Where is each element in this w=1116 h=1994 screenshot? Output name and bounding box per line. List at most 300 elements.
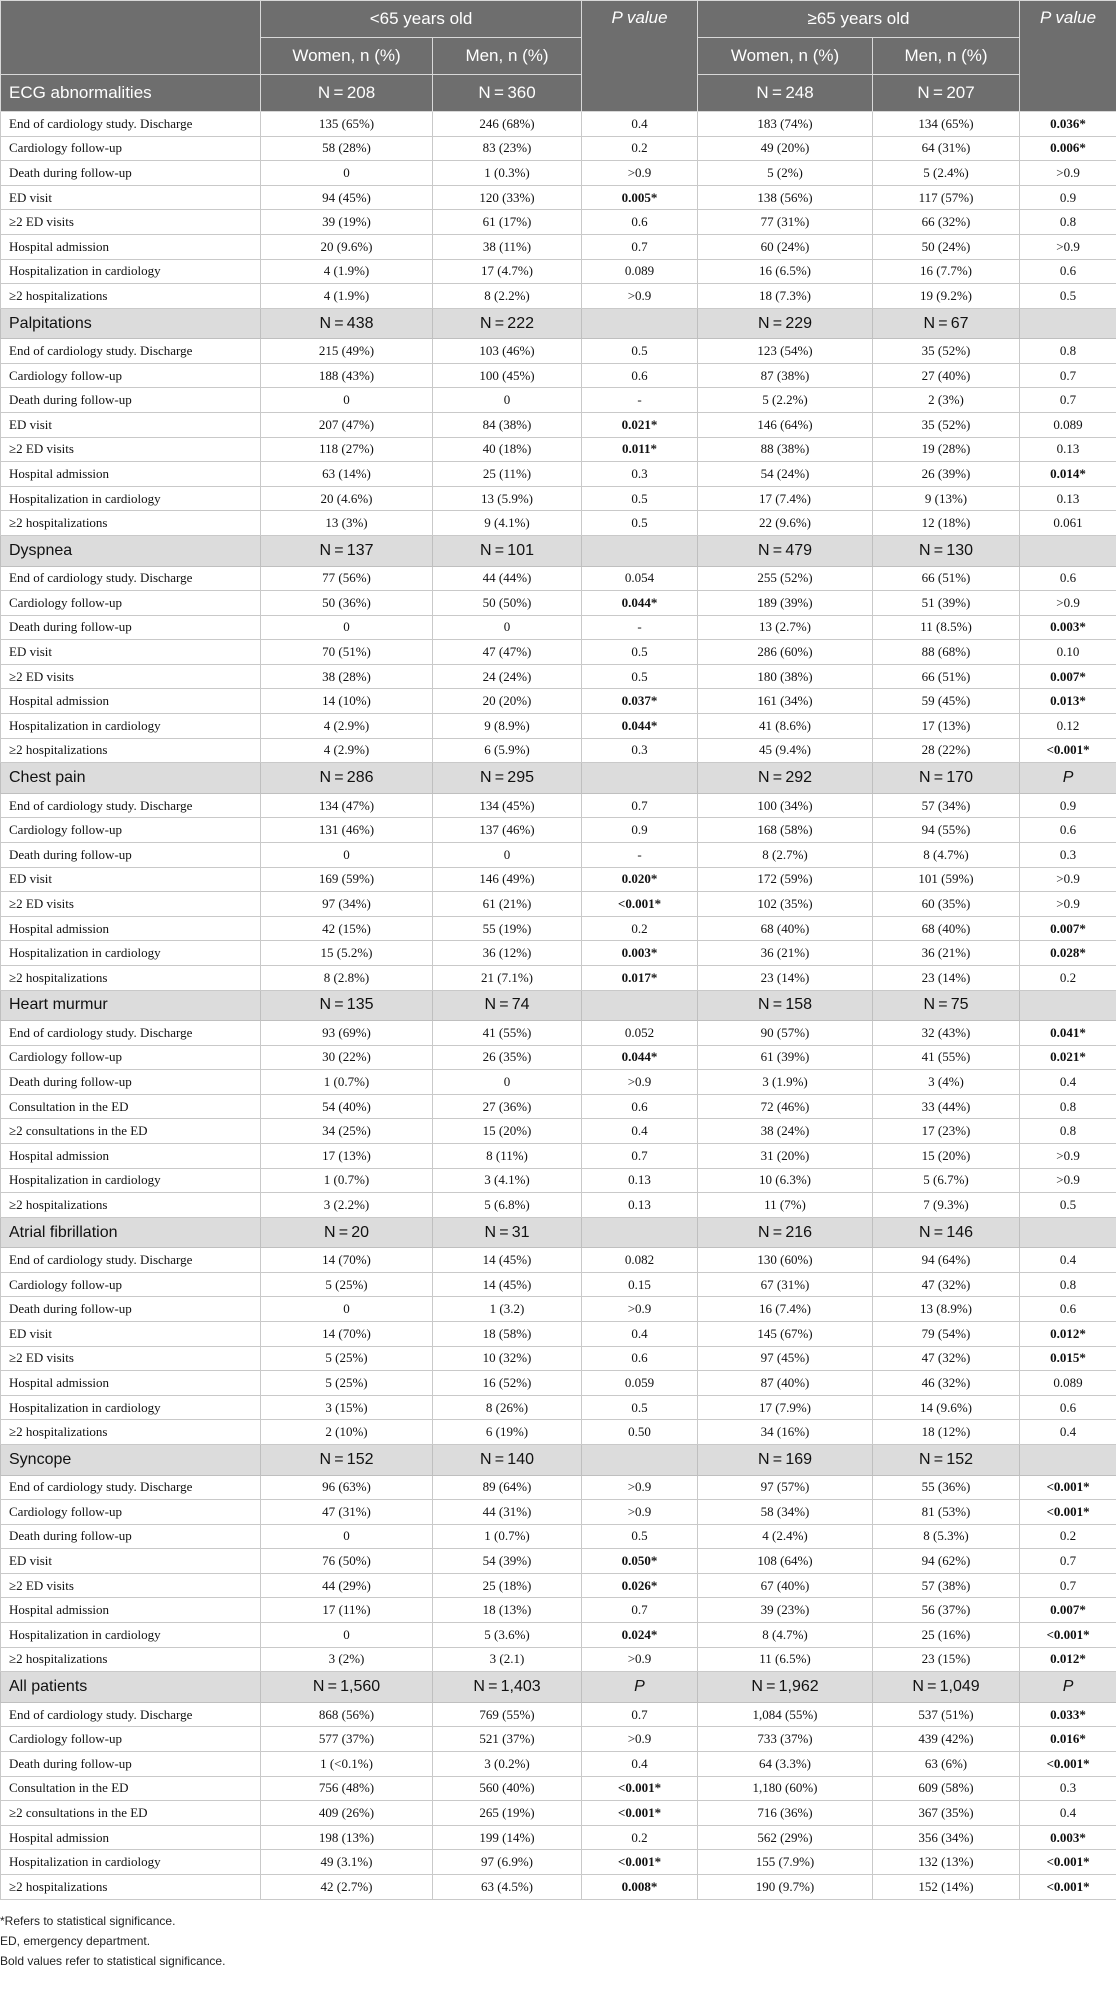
p-value-cell	[1020, 1727, 1116, 1752]
value-cell-text: 76 (50%)	[322, 1553, 371, 1569]
n-cell-text: N = 135	[319, 996, 374, 1014]
p-value-cell-text: 0.5	[631, 1528, 648, 1544]
section-header-row	[1, 990, 1116, 1021]
value-cell	[261, 462, 433, 487]
value-cell-text: 367 (35%)	[918, 1804, 974, 1820]
value-cell-text: 51 (39%)	[921, 594, 971, 610]
header-men-1	[433, 38, 582, 75]
value-cell-text: 19 (28%)	[921, 441, 971, 457]
section-p-cell-text: P	[1062, 1678, 1074, 1695]
n-cell: N = 208	[261, 75, 433, 112]
value-cell-text: 17 (7.9%)	[759, 1399, 812, 1415]
value-cell	[873, 1524, 1020, 1549]
value-cell	[433, 284, 582, 309]
p-value-cell	[582, 664, 698, 689]
p-value-cell-text: 0.2	[631, 1829, 648, 1845]
value-cell-text: 8 (11%)	[486, 1147, 528, 1163]
value-cell	[433, 1272, 582, 1297]
value-cell-text: 5 (25%)	[325, 1375, 368, 1391]
value-cell-text: 17 (4.7%)	[481, 263, 533, 279]
value-cell-text: 67 (40%)	[760, 1577, 810, 1593]
p-value-cell-text: 0.4	[631, 1123, 648, 1139]
row-label	[1, 738, 261, 763]
row-label	[1, 1801, 261, 1826]
row-label-text: Death during follow-up	[9, 619, 132, 635]
value-cell	[433, 1070, 582, 1095]
p-value-cell	[1020, 1598, 1116, 1623]
row-label	[1, 1248, 261, 1273]
p-value-cell-text: 0.2	[631, 920, 648, 936]
value-cell	[433, 1371, 582, 1396]
row-label	[1, 1094, 261, 1119]
value-cell-text: 94 (62%)	[921, 1553, 971, 1569]
value-cell-text: 50 (50%)	[482, 594, 532, 610]
value-cell	[261, 1322, 433, 1347]
p-value-cell-text: 0.020*	[621, 871, 658, 887]
value-cell-text: 38 (24%)	[760, 1123, 810, 1139]
value-cell	[261, 284, 433, 309]
value-cell-text: 23 (14%)	[760, 969, 810, 985]
value-cell-text: 50 (24%)	[921, 238, 971, 254]
value-cell-text: 22 (9.6%)	[759, 515, 812, 531]
p-value-cell	[1020, 1021, 1116, 1046]
p-value-cell	[582, 615, 698, 640]
value-cell	[261, 793, 433, 818]
row-label-text: Cardiology follow-up	[9, 1731, 123, 1747]
section-title	[1, 1445, 261, 1476]
section-title	[1, 990, 261, 1021]
row-label-text: Death during follow-up	[9, 846, 132, 862]
p-value-cell-text: 0.021*	[621, 416, 658, 432]
value-cell	[698, 210, 873, 235]
value-cell	[873, 284, 1020, 309]
p-value-cell-text: 0.6	[631, 1098, 648, 1114]
row-label-text: ≥2 ED visits	[9, 214, 74, 230]
p-value-cell-text: 0.036*	[1050, 115, 1086, 131]
value-cell	[698, 1874, 873, 1899]
p-value-cell	[1020, 867, 1116, 892]
p-value-cell	[582, 965, 698, 990]
value-cell	[261, 1623, 433, 1648]
value-cell-text: 47 (31%)	[322, 1503, 371, 1519]
p-value-cell-text: 0.5	[631, 343, 648, 359]
p-value-cell	[1020, 1874, 1116, 1899]
p-value-cell-text: >0.9	[1056, 1172, 1080, 1188]
p-value-cell-text: 0.2	[631, 140, 648, 156]
p-value-cell	[582, 413, 698, 438]
value-cell-text: 49 (3.1%)	[320, 1854, 373, 1870]
section-p-cell	[1020, 536, 1116, 567]
value-cell-text: 5 (25%)	[325, 1276, 368, 1292]
value-cell	[873, 818, 1020, 843]
value-cell-text: 1 (0.7%)	[323, 1172, 370, 1188]
p-value-cell-text: >0.9	[1056, 594, 1080, 610]
value-cell	[698, 437, 873, 462]
n-cell	[873, 1445, 1020, 1476]
p-value-cell	[582, 1598, 698, 1623]
value-cell-text: 96 (63%)	[322, 1479, 371, 1495]
value-cell-text: 90 (57%)	[760, 1024, 810, 1040]
value-cell-text: 42 (2.7%)	[320, 1878, 373, 1894]
value-cell-text: 8 (4.7%)	[923, 846, 969, 862]
value-cell	[698, 1143, 873, 1168]
value-cell	[261, 1420, 433, 1445]
value-cell-text: 180 (38%)	[757, 668, 813, 684]
p-value-cell	[1020, 437, 1116, 462]
n-cell-text: N = 75	[923, 996, 969, 1014]
n-cell-text: N = 286	[319, 769, 374, 786]
value-cell	[698, 1850, 873, 1875]
value-cell	[261, 1727, 433, 1752]
value-cell-text: 1,084 (55%)	[752, 1706, 818, 1722]
value-cell-text: 207 (47%)	[318, 416, 375, 432]
section-p-cell	[1020, 1217, 1116, 1248]
p-value-cell-text: 0.4	[1059, 1073, 1077, 1089]
value-cell-text: 63 (4.5%)	[481, 1878, 533, 1894]
value-cell	[698, 1045, 873, 1070]
p-value-cell-text: 0.6	[1059, 1301, 1077, 1317]
table-row	[1, 1751, 1116, 1776]
row-label	[1, 689, 261, 714]
value-cell	[433, 916, 582, 941]
n-cell-text: N = 130	[919, 541, 974, 559]
row-label-text: End of cardiology study. Discharge	[9, 1479, 193, 1495]
value-cell-text: 77 (56%)	[322, 570, 371, 586]
p-value-cell	[1020, 511, 1116, 536]
row-label-text: Hospital admission	[9, 466, 110, 482]
value-cell	[433, 664, 582, 689]
value-cell-text: 0	[503, 846, 511, 862]
p-value-cell-text: 0.7	[1059, 367, 1077, 383]
value-cell	[873, 1623, 1020, 1648]
p-value-cell-text: 0.007*	[1050, 920, 1086, 936]
value-cell	[698, 689, 873, 714]
p-value-cell	[1020, 941, 1116, 966]
row-label	[1, 1168, 261, 1193]
table-row	[1, 161, 1116, 186]
p-value-cell-text: >0.9	[627, 164, 652, 180]
p-value-cell-text: 0.041*	[1050, 1024, 1086, 1040]
value-cell	[873, 339, 1020, 364]
p-value-cell	[1020, 1420, 1116, 1445]
row-label-text: Hospitalization in cardiology	[9, 1172, 161, 1188]
value-cell-text: 87 (40%)	[760, 1375, 810, 1391]
value-cell-text: 14 (45%)	[482, 1252, 532, 1268]
row-label-text: ≥2 hospitalizations	[9, 515, 108, 531]
p-value-cell-text: 0.7	[1059, 392, 1077, 408]
value-cell-text: 55 (36%)	[921, 1479, 971, 1495]
value-cell	[873, 842, 1020, 867]
value-cell	[873, 1193, 1020, 1218]
value-cell	[261, 892, 433, 917]
p-value-cell	[1020, 1322, 1116, 1347]
value-cell	[261, 1143, 433, 1168]
row-label	[1, 284, 261, 309]
n-cell-text: N = 20	[323, 1223, 370, 1241]
row-label	[1, 941, 261, 966]
p-value-cell-text: 0.013*	[1050, 693, 1086, 709]
table-row	[1, 1094, 1116, 1119]
value-cell	[698, 413, 873, 438]
value-cell	[873, 1143, 1020, 1168]
value-cell	[698, 1500, 873, 1525]
value-cell	[873, 1119, 1020, 1144]
row-label	[1, 388, 261, 413]
value-cell	[261, 1248, 433, 1273]
value-cell-text: 8 (2.7%)	[762, 846, 808, 862]
value-cell	[261, 867, 433, 892]
value-cell	[873, 437, 1020, 462]
table-row	[1, 462, 1116, 487]
section-p-cell	[1020, 1445, 1116, 1476]
p-value-cell-text: <0.001*	[1046, 1479, 1090, 1495]
p-value-cell-text: 0.5	[1059, 1196, 1077, 1212]
p-value-cell-text: 0.9	[631, 822, 648, 838]
p-value-cell	[1020, 1500, 1116, 1525]
value-cell	[433, 1045, 582, 1070]
p-value-cell-text: 0.13	[1056, 441, 1080, 457]
value-cell-text: 46 (32%)	[921, 1375, 971, 1391]
p-value-cell-text: 0.015*	[1050, 1350, 1086, 1366]
row-label-text: ≥2 hospitalizations	[9, 1878, 108, 1894]
row-label-text: Death during follow-up	[9, 1301, 132, 1317]
value-cell	[433, 234, 582, 259]
row-label-text: ≥2 ED visits	[9, 1577, 74, 1593]
value-cell-text: 3 (1.9%)	[762, 1073, 808, 1089]
p-value-cell-text: 0.007*	[1050, 668, 1086, 684]
p-value-cell	[1020, 462, 1116, 487]
p-value-cell-text: 0.12	[1056, 717, 1080, 733]
row-label-text: End of cardiology study. Discharge	[9, 797, 193, 813]
p-value-cell-text: 0.061	[1053, 515, 1083, 531]
value-cell-text: 118 (27%)	[319, 441, 374, 457]
p-value-cell-text: 0.011*	[621, 441, 658, 457]
value-cell-text: 168 (58%)	[757, 822, 813, 838]
value-cell-text: 5 (25%)	[325, 1350, 368, 1366]
value-cell	[433, 1346, 582, 1371]
value-cell	[261, 566, 433, 591]
row-label	[1, 1727, 261, 1752]
value-cell	[873, 591, 1020, 616]
value-cell	[261, 185, 433, 210]
value-cell-text: 42 (15%)	[322, 920, 371, 936]
value-cell	[873, 615, 1020, 640]
p-value-cell-text: 0.6	[631, 367, 648, 383]
value-cell	[261, 640, 433, 665]
n-cell	[873, 1217, 1020, 1248]
table-row	[1, 339, 1116, 364]
p-value-cell-text: 0.7	[1059, 1577, 1077, 1593]
p-value-cell-text: 0.026*	[621, 1577, 658, 1593]
value-cell-text: 68 (40%)	[760, 920, 810, 936]
value-cell-text: 7 (9.3%)	[923, 1196, 969, 1212]
value-cell	[261, 1524, 433, 1549]
section-header-row	[1, 536, 1116, 567]
section-p-cell	[1020, 1672, 1116, 1703]
value-cell-text: 66 (51%)	[921, 668, 971, 684]
value-cell	[433, 1727, 582, 1752]
value-cell	[698, 1248, 873, 1273]
n-cell-text: N = 67	[923, 314, 969, 332]
p-value-cell	[1020, 486, 1116, 511]
value-cell	[433, 136, 582, 161]
row-label	[1, 511, 261, 536]
row-label-text: ≥2 ED visits	[9, 668, 74, 684]
n-cell	[433, 990, 582, 1021]
table-row	[1, 916, 1116, 941]
header-pvalue-1	[582, 1, 698, 112]
value-cell-text: 44 (29%)	[322, 1577, 371, 1593]
table-row	[1, 1395, 1116, 1420]
value-cell	[698, 566, 873, 591]
value-cell	[261, 1598, 433, 1623]
table-row	[1, 1248, 1116, 1273]
p-value-cell	[1020, 615, 1116, 640]
value-cell	[433, 1549, 582, 1574]
n-cell	[261, 990, 433, 1021]
row-label	[1, 1702, 261, 1727]
row-label	[1, 413, 261, 438]
value-cell	[261, 1297, 433, 1322]
value-cell-text: 2 (3%)	[928, 392, 964, 408]
value-cell	[433, 1776, 582, 1801]
pvalue-label: P value	[1039, 8, 1097, 27]
p-value-cell	[582, 185, 698, 210]
p-value-cell	[582, 1500, 698, 1525]
table-row	[1, 259, 1116, 284]
p-value-cell-text: 0.3	[631, 466, 648, 482]
row-label-text: ≥2 hospitalizations	[9, 1651, 108, 1667]
row-label	[1, 1070, 261, 1095]
value-cell	[873, 1420, 1020, 1445]
section-title	[1, 763, 261, 794]
p-value-cell-text: -	[637, 619, 642, 635]
p-value-cell-text: 0.006*	[1050, 140, 1086, 156]
value-cell-text: 189 (39%)	[757, 594, 813, 610]
row-label-text: ≥2 hospitalizations	[9, 287, 108, 303]
value-cell-text: 8 (5.3%)	[923, 1528, 969, 1544]
value-cell-text: 0	[343, 1301, 350, 1317]
value-cell	[698, 1420, 873, 1445]
value-cell	[698, 664, 873, 689]
value-cell	[261, 511, 433, 536]
table-row	[1, 1825, 1116, 1850]
value-cell	[698, 1119, 873, 1144]
table-body	[1, 112, 1116, 1900]
value-cell-text: 198 (13%)	[318, 1829, 375, 1845]
value-cell-text: 26 (39%)	[921, 466, 971, 482]
value-cell-text: 20 (9.6%)	[320, 238, 373, 254]
value-cell	[873, 1248, 1020, 1273]
row-label	[1, 1751, 261, 1776]
value-cell	[433, 1751, 582, 1776]
table-row	[1, 714, 1116, 739]
row-label-text: Hospitalization in cardiology	[9, 1626, 161, 1642]
value-cell	[698, 136, 873, 161]
value-cell	[433, 738, 582, 763]
table-row	[1, 1045, 1116, 1070]
p-value-cell-text: 0.7	[631, 1706, 648, 1722]
value-cell	[873, 1045, 1020, 1070]
value-cell	[873, 1371, 1020, 1396]
value-cell	[873, 486, 1020, 511]
value-cell	[261, 714, 433, 739]
p-value-cell	[582, 916, 698, 941]
value-cell-text: 97 (34%)	[322, 895, 371, 911]
row-label	[1, 1143, 261, 1168]
row-label-text: ED visit	[9, 189, 52, 205]
value-cell-text: 0	[343, 392, 350, 408]
p-value-cell-text: 0.044*	[621, 594, 658, 610]
table-row	[1, 1727, 1116, 1752]
p-value-cell	[582, 1045, 698, 1070]
value-cell-text: 61 (39%)	[760, 1049, 810, 1065]
p-value-cell-text: 0.003*	[1050, 1829, 1086, 1845]
p-value-cell	[582, 1751, 698, 1776]
row-label-text: Death during follow-up	[9, 164, 132, 180]
p-value-cell	[582, 591, 698, 616]
value-cell	[261, 1549, 433, 1574]
section-p-cell-text: P	[1062, 769, 1074, 786]
table-row	[1, 1272, 1116, 1297]
value-cell-text: 3 (4.1%)	[484, 1172, 530, 1188]
row-label	[1, 591, 261, 616]
row-label-text: End of cardiology study. Discharge	[9, 570, 193, 586]
value-cell	[873, 664, 1020, 689]
value-cell	[433, 941, 582, 966]
p-value-cell	[1020, 892, 1116, 917]
value-cell-text: 81 (53%)	[921, 1503, 971, 1519]
row-label-text: End of cardiology study. Discharge	[9, 343, 193, 359]
table-row	[1, 842, 1116, 867]
p-value-cell-text: 0.6	[1059, 822, 1077, 838]
value-cell-text: 769 (55%)	[479, 1706, 535, 1722]
row-label-text: Consultation in the ED	[9, 1780, 129, 1796]
n-cell	[698, 763, 873, 794]
value-cell	[433, 1475, 582, 1500]
n-cell	[261, 536, 433, 567]
value-cell	[698, 1346, 873, 1371]
row-label-text: Cardiology follow-up	[9, 1503, 123, 1519]
p-value-cell-text: 0.6	[1059, 263, 1077, 279]
value-cell-text: 1 (0.3%)	[484, 164, 530, 180]
value-cell-text: 28 (22%)	[921, 742, 971, 758]
row-label	[1, 965, 261, 990]
n-cell	[261, 1672, 433, 1703]
value-cell	[873, 1727, 1020, 1752]
value-cell-text: 55 (19%)	[482, 920, 532, 936]
value-cell	[873, 916, 1020, 941]
value-cell	[261, 818, 433, 843]
section-p-cell	[582, 763, 698, 794]
p-value-cell	[1020, 284, 1116, 309]
value-cell	[698, 1776, 873, 1801]
table-header	[1, 1, 1116, 112]
row-label	[1, 462, 261, 487]
value-cell	[873, 1395, 1020, 1420]
p-value-cell-text: 0.059	[624, 1375, 655, 1391]
p-value-cell	[582, 1297, 698, 1322]
value-cell-text: 54 (40%)	[322, 1098, 371, 1114]
row-label	[1, 1623, 261, 1648]
row-label	[1, 1371, 261, 1396]
value-cell	[698, 916, 873, 941]
value-cell	[433, 1500, 582, 1525]
value-cell-text: 134 (47%)	[318, 797, 375, 813]
value-cell-text: 215 (49%)	[318, 343, 375, 359]
value-cell-text: 72 (46%)	[760, 1098, 810, 1114]
value-cell-text: 67 (31%)	[760, 1276, 810, 1292]
